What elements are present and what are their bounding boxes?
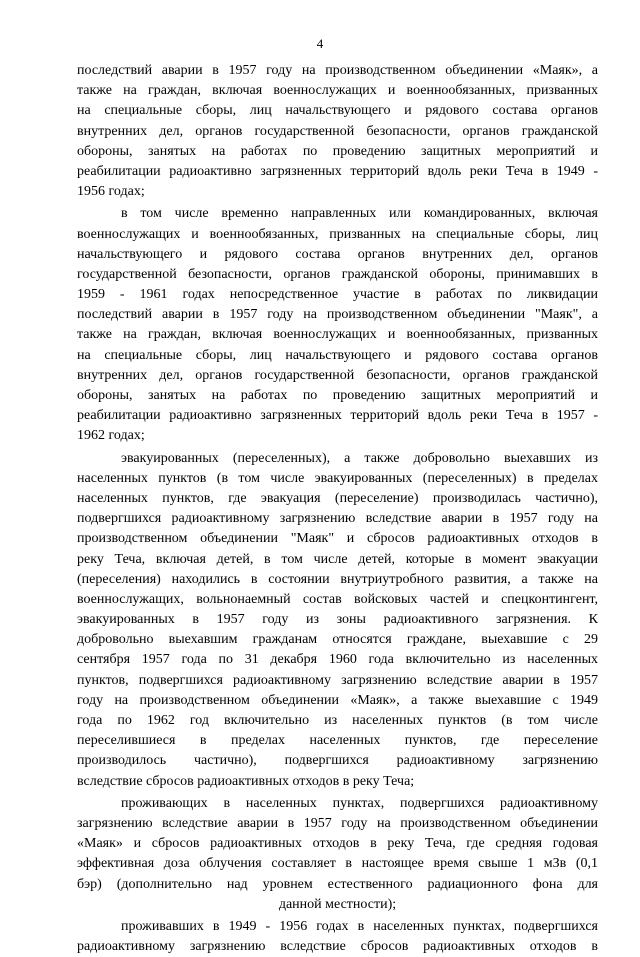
text-line: 1959 - 1961 годах непосредственное участие в работах по ликвидации [77,287,598,303]
text-line: последствий аварии в 1957 году на производственном объединении «Маяк», а [77,63,598,78]
text-line: «Маяк» и сбросов радиоактивных отходов в реку Теча, где средняя годовая [77,836,598,852]
text-line: года по 1962 год включительно из населенных пунктов (в том числе [77,713,598,728]
text-line: 1956 годах; [77,184,145,200]
page-number: 4 [316,36,324,51]
text-line: переселившиеся в пределах населенных пунктов, где переселение [77,733,598,749]
text-line: вследствие сбросов радиоактивных отходов в реку Теча; [77,773,415,789]
text-line: эвакуированных (переселенных), а также добровольно выехавших из [121,450,598,466]
text-line: реабилитации радиоактивно загрязненных территорий вдоль реки Теча в 1949 - [77,163,598,179]
text-line: обороны, занятых на работах по проведению защитных мероприятий и [77,143,598,159]
text-line: начальствующего и рядового состава органов внутренних дел, органов [77,246,598,262]
text-line: году на производственном объединении «Маяк», а также выехавшие с 1949 [77,692,598,708]
text-line: загрязнению вследствие аварии в 1957 году на производственном объединении [77,815,598,831]
text-line: бэр) (дополнительно над уровнем естественного радиационного фона для [77,876,598,892]
text-line: также на граждан, включая военнослужащих и военнообязанных, призванных [77,83,598,99]
text-line: военнослужащих и военнообязанных, призванных на специальные сборы, лиц [77,226,598,242]
text-line: реабилитации радиоактивно загрязненных территорий вдоль реки Теча в 1957 - [77,408,598,424]
text-line: пунктов, подвергшихся радиоактивному загрязнению вследствие аварии в 1957 [77,672,598,688]
text-line: государственной безопасности, органов гражданской обороны, принимавших в [77,266,598,282]
text-line: радиоактивному загрязнению вследствие сбросов радиоактивных отходов в [77,939,598,955]
text-line: данной местности); [278,896,397,912]
text-line: эффективная доза облучения составляет в настоящее время свыше 1 мЗв (0,1 [77,856,598,872]
text-line: последствий аварии в 1957 году на производственном объединении "Маяк", а [77,307,598,323]
text-line: проживающих в населенных пунктах, подвергшихся радиоактивному [121,795,598,811]
text-line: добровольно выехавшим гражданам относятся граждане, выехавшие с 29 [77,632,598,648]
text-line: 1962 годах; [77,428,145,444]
text-line: военнослужащих, вольнонаемный состав войсковых частей и спецконтингент, [77,591,598,607]
text-line: сентября 1957 года по 31 декабря 1960 года включительно из населенных [77,652,598,668]
text-line: населенных пунктов (в том числе эвакуированных (переселенных) в пределах [77,470,598,486]
text-line: производственном объединении "Маяк" и сбросов радиоактивных отходов в [77,531,598,547]
text-line: проживавших в 1949 - 1956 годах в населенных пунктах, подвергшихся [121,918,598,934]
body-text [77,61,598,957]
text-line: в том числе временно направленных или командированных, включая [121,206,598,222]
text-line: (переселения) находились в состоянии внутриутробного развития, а также на [77,571,598,587]
text-line: реку Теча, включая детей, в том числе детей, которые в момент эвакуации [77,551,598,567]
text-line: эвакуированных в 1957 году из зоны радиоактивного загрязнения. К [77,612,598,628]
text-line: населенных пунктов, где эвакуация (переселение) производилась частично), [77,490,598,506]
text-line: обороны, занятых на работах по проведению защитных мероприятий и [77,388,598,403]
text-line: внутренних дел, органов государственной безопасности, органов гражданской [77,367,598,383]
text-line: также на граждан, включая военнослужащих и военнообязанных, призванных [77,327,598,343]
text-line: производилось частично), подвергшихся радиоактивному загрязнению [77,753,598,769]
text-line: внутренних дел, органов государственной безопасности, органов гражданской [77,123,598,139]
text-line: на специальные сборы, лиц начальствующего и рядового состава органов [77,103,598,119]
text-line: на специальные сборы, лиц начальствующего и рядового состава органов [77,347,598,363]
text-line: подвергшихся радиоактивному загрязнению вследствие аварии в 1957 году на [77,511,598,527]
